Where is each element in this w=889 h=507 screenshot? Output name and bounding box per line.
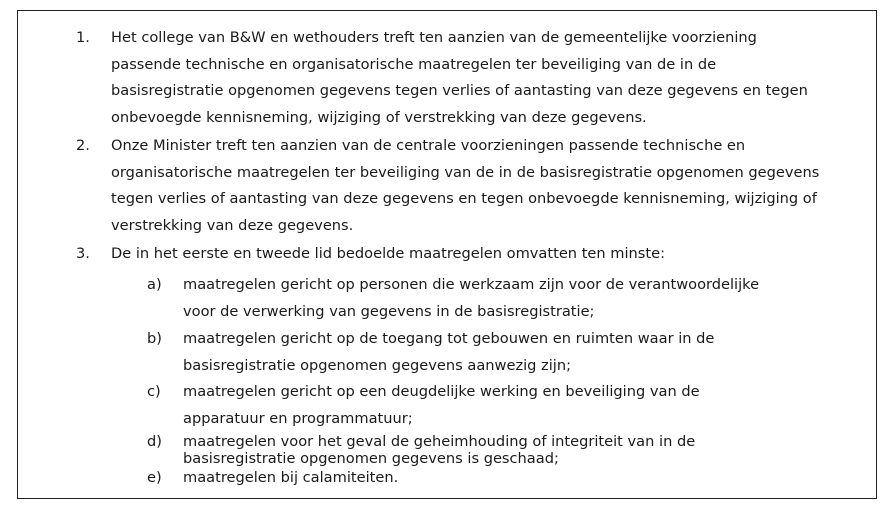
subitem-letter-b: b) bbox=[147, 330, 162, 347]
item-1-line-3: basisregistratie opgenomen gegevens tegen verlies of aantasting van deze gegevens en tegen bbox=[111, 82, 808, 99]
item-number-3: 3. bbox=[76, 245, 90, 262]
item-2-line-1: Onze Minister treft ten aanzien van de centrale voorzieningen passende technische en bbox=[111, 137, 746, 154]
subitem-e-line-1: maatregelen bij calamiteiten. bbox=[183, 469, 399, 486]
item-2-line-3: tegen verlies of aantasting van deze gegevens en tegen onbevoegde kennisneming, wijziging of bbox=[111, 190, 817, 207]
subitem-b-line-1: maatregelen gericht op de toegang tot gebouwen en ruimten waar in de bbox=[183, 330, 715, 347]
subitem-text-d bbox=[183, 433, 863, 467]
subitem-letter-a: a) bbox=[147, 276, 162, 293]
item-number-2: 2. bbox=[76, 137, 90, 154]
subitem-c-line-1: maatregelen gericht op een deugdelijke werking en beveiliging van de bbox=[183, 383, 700, 400]
item-2-line-2: organisatorische maatregelen ter beveiliging van de in de basisregistratie opgenomen gegevens bbox=[111, 163, 820, 181]
item-number-1: 1. bbox=[76, 29, 90, 46]
item-1-line-2: passende technische en organisatorische maatregelen ter beveiliging van de in de bbox=[111, 55, 717, 73]
subitem-text-c bbox=[183, 379, 863, 432]
subitem-d-line-1: maatregelen voor het geval de geheimhouding of integriteit van in de bbox=[183, 433, 696, 450]
item-3-line-1: De in het eerste en tweede lid bedoelde maatregelen omvatten ten minste: bbox=[111, 245, 666, 262]
subitem-text-a bbox=[183, 272, 863, 325]
item-2-line-4: verstrekking van deze gegevens. bbox=[111, 216, 354, 234]
item-1-line-1: Het college van B&W en wethouders treft ten aanzien van de gemeentelijke voorziening bbox=[111, 29, 757, 46]
subitem-letter-e: e) bbox=[147, 469, 162, 486]
subitem-letter-d: d) bbox=[147, 433, 162, 450]
subitem-b-line-2: basisregistratie opgenomen gegevens aanwezig zijn; bbox=[183, 356, 571, 374]
subitem-text-b bbox=[183, 326, 863, 379]
item-text-2 bbox=[111, 133, 871, 239]
subitem-letter-c: c) bbox=[147, 383, 161, 400]
item-text-3 bbox=[111, 241, 871, 268]
subitem-a-line-2: voor de verwerking van gegevens in de basisregistratie; bbox=[183, 302, 595, 320]
subitem-c-line-2: apparatuur en programmatuur; bbox=[183, 409, 413, 427]
subitem-text-e bbox=[183, 469, 863, 486]
subitem-a-line-1: maatregelen gericht op personen die werkzaam zijn voor de verantwoordelijke bbox=[183, 276, 760, 293]
item-1-line-4: onbevoegde kennisneming, wijziging of verstrekking van deze gegevens. bbox=[111, 108, 647, 126]
subitem-d-line-2: basisregistratie opgenomen gegevens is geschaad; bbox=[183, 450, 559, 467]
item-text-1 bbox=[111, 25, 871, 131]
